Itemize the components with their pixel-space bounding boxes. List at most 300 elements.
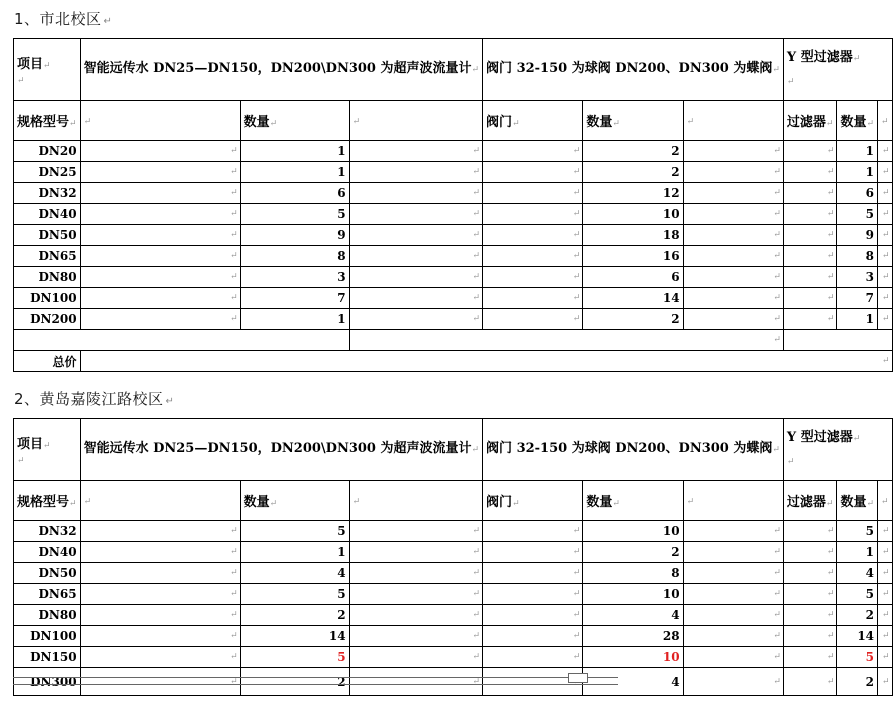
blank-cell[interactable] [80,605,240,626]
filter-qty-cell[interactable] [837,542,878,563]
meter-header-text: 智能远传水 DN25—DN150，DN200\DN300 为超声波流量计 [83,441,472,456]
paragraph-mark: ↵ [472,188,481,198]
blank-cell[interactable] [878,204,893,225]
blank-cell[interactable] [783,647,837,668]
filter-qty-cell[interactable] [837,584,878,605]
blank-cell[interactable] [783,626,837,647]
blank-cell[interactable] [878,225,893,246]
blank-cell[interactable] [483,647,583,668]
paragraph-mark: ↵ [826,230,835,240]
valve-qty-cell[interactable] [583,542,683,563]
table-row [14,267,893,288]
paragraph-mark: ↵ [773,676,781,687]
filter-label: 过滤器 [786,115,826,130]
blank-cell[interactable] [80,309,240,330]
blank-cell[interactable] [783,204,837,225]
blank-cell[interactable] [483,204,583,225]
meter-qty-cell-value: 1 [337,545,346,559]
spec-cell[interactable] [14,288,81,309]
blank-cell[interactable] [683,225,783,246]
spec-cell[interactable] [14,162,81,183]
paragraph-mark: ↵ [472,631,481,641]
filter-qty-cell[interactable] [837,309,878,330]
blank-cell[interactable] [483,225,583,246]
blank-cell[interactable] [349,584,482,605]
meter-qty-cell-value: 7 [337,291,346,305]
spec-cell[interactable] [14,225,81,246]
subheader-spec[interactable] [14,481,81,521]
paragraph-mark: ↵ [572,188,581,198]
paragraph-mark: ↵ [230,610,238,620]
valve-qty-cell[interactable] [583,647,683,668]
col-header-meter[interactable] [80,39,482,101]
meter-qty-cell[interactable] [240,584,349,605]
paragraph-mark: ↵ [472,230,481,240]
blank-cell[interactable] [483,584,583,605]
blank-cell[interactable] [683,183,783,204]
blank-cell[interactable] [349,141,482,162]
blank-cell[interactable] [878,267,893,288]
valve-qty-cell[interactable] [583,563,683,584]
blank-cell[interactable] [80,584,240,605]
subheader-blank[interactable] [80,481,240,521]
meter-qty-cell[interactable] [240,183,349,204]
paragraph-mark: ↵ [882,209,890,219]
meter-qty-cell[interactable] [240,225,349,246]
blank-cell[interactable] [349,521,482,542]
valve-qty-cell-value: 8 [671,566,680,580]
blank-cell[interactable] [80,626,240,647]
meter-qty-cell[interactable] [240,647,349,668]
paragraph-mark: ↵ [786,76,795,87]
paragraph-mark: ↵ [69,499,77,509]
col-header-filter[interactable] [783,39,892,101]
blank-cell[interactable] [483,288,583,309]
filter-qty-cell[interactable] [837,668,878,696]
subheader-blank[interactable] [878,481,893,521]
paragraph-mark: ↵ [572,631,581,641]
filter-qty-cell[interactable] [837,521,878,542]
table-row [14,584,893,605]
meter-qty-cell[interactable] [240,626,349,647]
meter-qty-cell[interactable] [240,141,349,162]
spec-cell[interactable] [14,246,81,267]
filter-qty-cell[interactable] [837,141,878,162]
blank-cell[interactable] [483,141,583,162]
blank-cell[interactable] [783,162,837,183]
valve-qty-cell[interactable] [583,267,683,288]
blank-cell[interactable] [349,563,482,584]
filter-qty-cell[interactable] [837,288,878,309]
paragraph-mark: ↵ [882,589,890,599]
table-row-total [14,351,893,372]
blank-cell[interactable] [878,647,893,668]
valve-qty-cell[interactable] [583,521,683,542]
blank-cell[interactable] [878,626,893,647]
filter-qty-cell[interactable] [837,162,878,183]
blank-cell[interactable] [683,162,783,183]
blank-cell[interactable] [683,204,783,225]
blank-cell[interactable] [80,225,240,246]
paragraph-mark: ↵ [230,526,238,536]
blank-cell[interactable] [80,246,240,267]
meter-qty-cell-value: 3 [337,270,346,284]
subheader-qty[interactable] [240,481,349,521]
spec-cell-value: DN50 [38,566,77,580]
spec-cell-value: DN80 [38,270,77,284]
blank-cell[interactable] [683,309,783,330]
table-body [14,521,893,696]
subheader-qty[interactable] [583,101,683,141]
blank-cell[interactable] [483,246,583,267]
paragraph-mark: ↵ [471,65,480,75]
subheader-filter[interactable] [783,481,837,521]
blank-cell[interactable] [483,605,583,626]
blank-cell[interactable] [483,309,583,330]
paragraph-mark: ↵ [686,117,695,127]
blank-cell[interactable] [483,626,583,647]
spec-label: 规格型号 [17,115,70,130]
blank-cell[interactable] [80,141,240,162]
paragraph-mark: ↵ [572,652,581,662]
col-header-filter[interactable] [783,419,892,481]
meter-qty-cell-value: 4 [337,566,346,580]
valve-qty-cell[interactable] [583,309,683,330]
filter-qty-cell-value: 1 [865,545,875,559]
spec-cell[interactable] [14,563,81,584]
blank-cell[interactable] [783,309,837,330]
valve-qty-cell-value: 28 [662,629,680,643]
valve-qty-cell[interactable] [583,183,683,204]
paragraph-mark: ↵ [773,568,781,578]
blank-cell[interactable] [80,162,240,183]
blank-cell[interactable] [483,267,583,288]
meter-qty-cell-value: 1 [337,165,346,179]
blank-cell[interactable] [878,563,893,584]
table-row [14,162,893,183]
spec-cell[interactable] [14,204,81,225]
filter-qty-cell-value: 5 [865,587,875,601]
filter-qty-cell[interactable] [837,563,878,584]
blank-cell[interactable] [878,542,893,563]
valve-qty-cell[interactable] [583,204,683,225]
subheader-blank[interactable] [683,101,783,141]
blank-cell[interactable] [878,668,893,696]
blank-cell[interactable] [878,183,893,204]
table-row [14,542,893,563]
paragraph-mark: ↵ [472,293,481,303]
blank-cell[interactable] [80,521,240,542]
paragraph-mark: ↵ [472,652,481,662]
paragraph-mark: ↵ [512,499,520,509]
paragraph-mark: ↵ [230,209,238,219]
blank-cell[interactable] [349,647,482,668]
blank-cell[interactable] [683,584,783,605]
blank-cell[interactable] [683,521,783,542]
blank-cell[interactable] [783,330,892,351]
blank-cell[interactable] [878,288,893,309]
blank-cell[interactable] [783,668,837,696]
filter-qty-cell[interactable] [837,605,878,626]
meter-qty-cell[interactable] [240,267,349,288]
blank-cell[interactable] [80,204,240,225]
paragraph-mark: ↵ [826,631,835,641]
valve-qty-cell[interactable] [583,584,683,605]
paragraph-mark: ↵ [773,589,781,599]
blank-cell[interactable] [683,668,783,696]
blank-cell[interactable] [683,288,783,309]
table-row [14,626,893,647]
paragraph-mark: ↵ [826,167,835,177]
spec-cell-value: DN40 [38,545,77,559]
filter-qty-cell-value: 5 [865,650,875,664]
blank-cell[interactable] [80,288,240,309]
paragraph-mark: ↵ [773,547,781,557]
blank-cell[interactable] [80,563,240,584]
blank-cell[interactable] [683,563,783,584]
subheader-qty[interactable] [240,101,349,141]
valve-qty-cell[interactable] [583,288,683,309]
spec-cell[interactable] [14,309,81,330]
valve-qty-cell-value: 2 [671,545,680,559]
blank-cell[interactable] [683,542,783,563]
blank-cell[interactable] [683,141,783,162]
col-header-valve[interactable] [483,39,784,101]
blank-cell[interactable] [349,330,783,351]
spec-cell[interactable] [14,584,81,605]
blank-cell[interactable] [483,183,583,204]
meter-qty-cell-value: 8 [337,249,346,263]
meter-qty-cell[interactable] [240,563,349,584]
blank-cell[interactable] [349,542,482,563]
valve-qty-cell-value: 2 [671,312,680,326]
paragraph-mark: ↵ [773,293,781,303]
valve-qty-cell[interactable] [583,605,683,626]
filter-qty-cell[interactable] [837,204,878,225]
spec-cell[interactable] [14,521,81,542]
filter-qty-cell[interactable] [837,225,878,246]
paragraph-mark: ↵ [773,526,781,536]
paragraph-mark: ↵ [826,314,835,324]
table-subheader-row [14,481,893,521]
spec-cell[interactable] [14,267,81,288]
paragraph-mark: ↵ [825,499,834,509]
paragraph-mark: ↵ [882,146,890,156]
subheader-qty[interactable] [837,101,878,141]
meter-qty-cell[interactable] [240,162,349,183]
blank-cell[interactable] [783,267,837,288]
section-heading [14,8,112,29]
paragraph-mark: ↵ [572,146,581,156]
table-row [14,288,893,309]
filter-qty-cell[interactable] [837,626,878,647]
col-header-meter[interactable] [80,419,482,481]
spec-cell-value: DN150 [30,650,77,664]
meter-qty-cell[interactable] [240,288,349,309]
blank-cell[interactable] [683,605,783,626]
blank-cell[interactable] [683,647,783,668]
paragraph-mark: ↵ [572,314,581,324]
valve-qty-cell[interactable] [583,141,683,162]
col-header-item[interactable] [14,39,81,101]
blank-cell[interactable] [349,183,482,204]
subheader-blank[interactable] [80,101,240,141]
paragraph-mark: ↵ [472,676,481,687]
blank-cell[interactable] [878,605,893,626]
paragraph-mark: ↵ [472,589,481,599]
blank-cell[interactable] [878,246,893,267]
filter-qty-cell-value: 3 [865,270,875,284]
subheader-valve[interactable] [483,481,583,521]
paragraph-mark: ↵ [826,146,835,156]
spec-cell-value: DN300 [30,674,77,689]
blank-cell[interactable] [349,309,482,330]
subheader-blank[interactable] [349,101,482,141]
paragraph-mark: ↵ [472,314,481,324]
subheader-blank[interactable] [683,481,783,521]
paragraph-mark: ↵ [472,526,481,536]
spec-cell-value: DN40 [38,207,77,221]
blank-cell[interactable] [483,542,583,563]
paragraph-mark: ↵ [826,251,835,261]
subheader-qty[interactable] [583,481,683,521]
blank-cell[interactable] [483,162,583,183]
blank-cell[interactable] [14,330,350,351]
blank-cell[interactable] [878,141,893,162]
subheader-blank[interactable] [878,101,893,141]
paragraph-mark: ↵ [882,293,890,303]
blank-cell[interactable] [349,288,482,309]
blank-cell[interactable] [783,183,837,204]
meter-qty-cell-value: 2 [337,608,346,622]
filter-qty-cell[interactable] [837,267,878,288]
paragraph-mark: ↵ [230,676,238,687]
spec-cell-value: DN65 [38,587,77,601]
blank-cell[interactable] [80,267,240,288]
valve-qty-cell[interactable] [583,626,683,647]
blank-cell[interactable] [878,162,893,183]
meter-qty-cell[interactable] [240,309,349,330]
spec-cell[interactable] [14,183,81,204]
paragraph-mark: ↵ [230,146,238,156]
table-row-blank [14,330,893,351]
spec-cell[interactable] [14,647,81,668]
blank-cell[interactable] [783,605,837,626]
blank-cell[interactable] [349,162,482,183]
meter-qty-cell[interactable] [240,204,349,225]
subheader-blank[interactable] [349,481,482,521]
blank-cell[interactable] [349,626,482,647]
meter-qty-cell[interactable] [240,521,349,542]
blank-cell[interactable] [80,647,240,668]
valve-qty-cell[interactable] [583,225,683,246]
paragraph-mark: ↵ [773,167,781,177]
blank-cell[interactable] [783,246,837,267]
meter-qty-cell[interactable] [240,246,349,267]
blank-cell[interactable] [783,288,837,309]
paragraph-mark: ↵ [866,119,875,129]
spec-cell[interactable] [14,141,81,162]
paragraph-mark: ↵ [773,314,781,324]
blank-cell[interactable] [80,542,240,563]
blank-cell[interactable] [878,309,893,330]
col-header-item[interactable] [14,419,81,481]
table-row [14,563,893,584]
blank-cell[interactable] [878,584,893,605]
paragraph-mark: ↵ [882,676,890,687]
paragraph-mark: ↵ [772,65,780,75]
valve-qty-cell[interactable] [583,246,683,267]
paragraph-mark: ↵ [773,652,781,662]
blank-cell[interactable] [349,246,482,267]
spec-cell[interactable] [14,626,81,647]
spec-cell[interactable] [14,605,81,626]
paragraph-mark: ↵ [826,209,835,219]
total-value-cell[interactable] [80,351,892,372]
total-label[interactable] [14,351,81,372]
col-header-valve[interactable] [483,419,784,481]
blank-cell[interactable] [483,563,583,584]
subheader-valve[interactable] [483,101,583,141]
spec-cell-value: DN32 [38,186,77,200]
filter-header-text: Y 型过滤器 [786,49,853,65]
paragraph-mark: ↵ [230,547,238,557]
meter-qty-cell[interactable] [240,605,349,626]
blank-cell[interactable] [783,563,837,584]
paragraph-mark: ↵ [773,335,781,345]
blank-cell[interactable] [683,246,783,267]
spec-cell[interactable] [14,542,81,563]
filter-header-text: Y 型过滤器 [786,429,853,445]
paragraph-mark: ↵ [826,272,835,282]
filter-qty-cell[interactable] [837,183,878,204]
blank-cell[interactable] [349,204,482,225]
subheader-qty[interactable] [837,481,878,521]
qty-label: 数量 [243,115,270,130]
blank-cell[interactable] [783,225,837,246]
paragraph-mark: ↵ [786,456,795,467]
blank-cell[interactable] [878,521,893,542]
blank-cell[interactable] [783,141,837,162]
blank-cell[interactable] [783,542,837,563]
blank-cell[interactable] [783,521,837,542]
blank-cell[interactable] [80,183,240,204]
subheader-spec[interactable] [14,101,81,141]
paragraph-mark: ↵ [352,117,361,127]
paragraph-mark: ↵ [572,547,581,557]
filter-qty-cell[interactable] [837,246,878,267]
spec-cell-value: DN20 [38,144,77,158]
blank-cell[interactable] [683,626,783,647]
blank-cell[interactable] [349,605,482,626]
meter-qty-cell[interactable] [240,542,349,563]
subheader-filter[interactable] [783,101,837,141]
blank-cell[interactable] [349,267,482,288]
blank-cell[interactable] [783,584,837,605]
paragraph-mark: ↵ [572,589,581,599]
filter-qty-cell[interactable] [837,647,878,668]
paragraph-mark: ↵ [882,167,890,177]
filter-qty-cell-value: 2 [865,674,875,689]
paragraph-mark: ↵ [230,251,238,261]
valve-qty-cell-value: 4 [671,608,680,622]
table-subheader-row [14,101,893,141]
blank-cell[interactable] [683,267,783,288]
blank-cell[interactable] [349,225,482,246]
spec-cell-value: DN32 [38,524,77,538]
blank-cell[interactable] [483,521,583,542]
valve-qty-cell[interactable] [583,162,683,183]
